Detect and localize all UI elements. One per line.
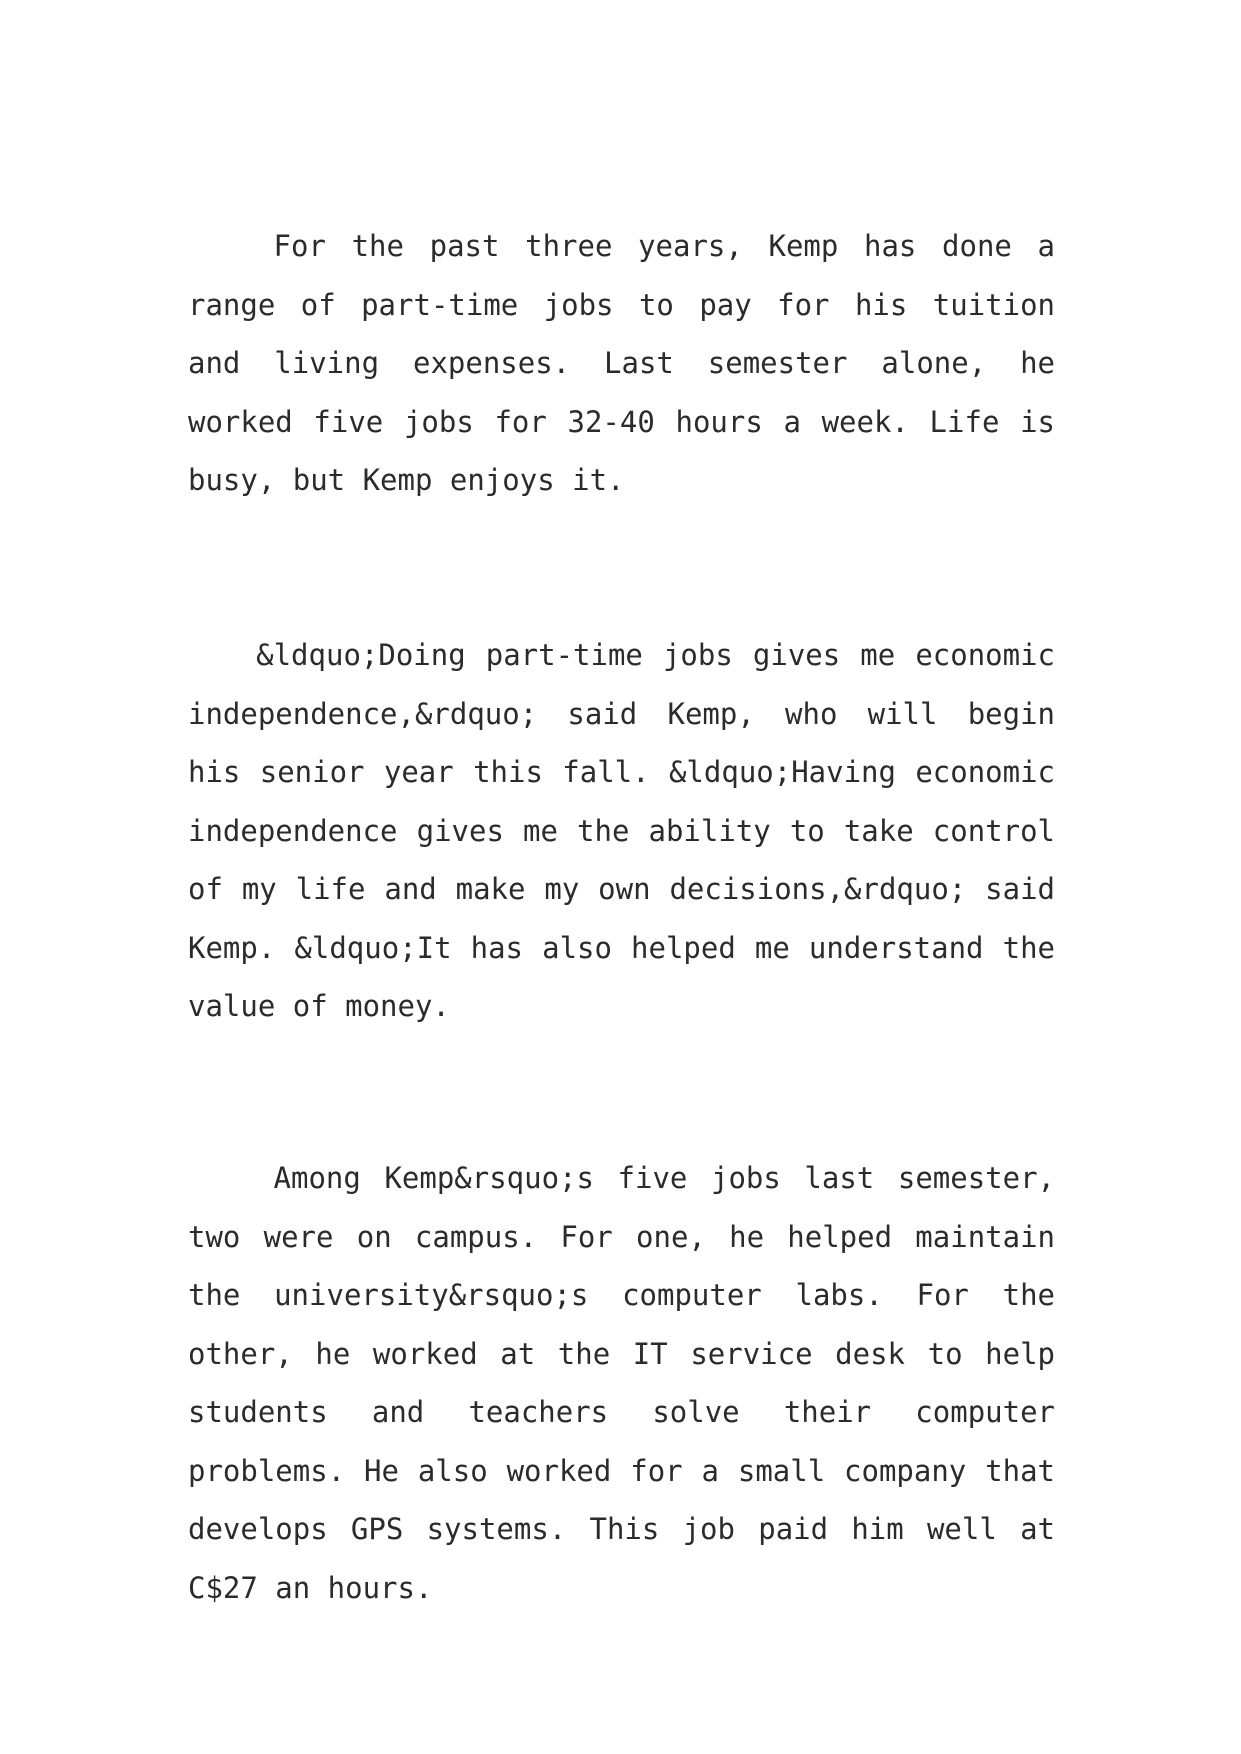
paragraph-3: Among Kemp&rsquo;s five jobs last semester, two were on campus. For one, he helped maintain the university&rsquo;s computer labs. For the other, he worked at the IT service desk to help students and teachers solve their computer problems. He also worked for a small company that develops GPS systems. This job paid him well at C$27 an hours. [188, 1161, 1055, 1605]
paragraph-2: &ldquo;Doing part-time jobs gives me economic independence,&rdquo; said Kemp, who will begin his senior year this fall. &ldquo;Having economic independence gives me the ability to take control of my life and make my own decisions,&rdquo; said Kemp. &ldquo;It has also helped me understand the value of money. [188, 638, 1055, 1023]
paragraph-1: For the past three years, Kemp has done a range of part-time jobs to pay for his tuition and living expenses. Last semester alone, he worked five jobs for 32-40 hours a week. Life is busy, but Kemp enjoys it. [188, 229, 1055, 497]
